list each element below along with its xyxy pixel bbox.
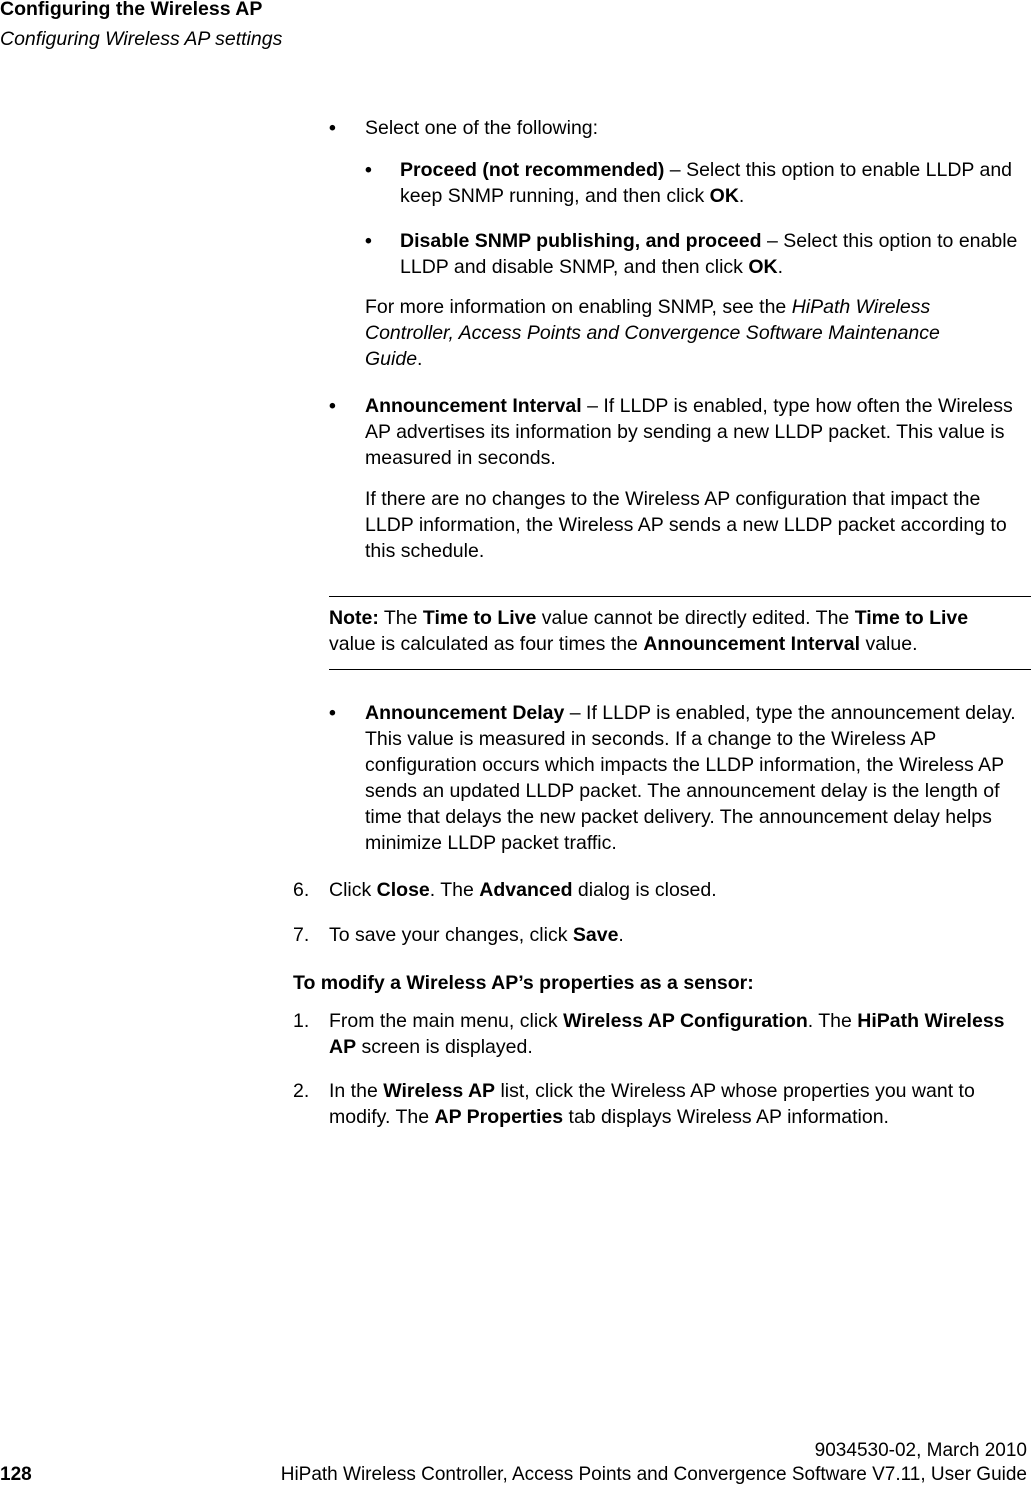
announcement-interval-item: Announcement Interval – If LLDP is enabled, type how often the Wireless AP advertises its information by sending a new LLDP packet. This value is measured in seconds.	[365, 395, 1013, 469]
step-number: 1.	[293, 1010, 310, 1032]
running-header-section: Configuring Wireless AP settings	[0, 28, 283, 50]
step-number: 7.	[293, 924, 310, 946]
sensor-step-1: From the main menu, click Wireless AP Configuration. The HiPath Wireless AP screen is displayed.	[329, 1010, 1005, 1058]
step-7: To save your changes, click Save.	[329, 924, 624, 946]
footer-doc-id: 9034530-02, March 2010	[814, 1440, 1027, 1461]
step-number: 2.	[293, 1080, 310, 1102]
bullet-icon: •	[365, 230, 372, 252]
footer-doc-title: HiPath Wireless Controller, Access Points and Convergence Software V7.11, User Guide	[280, 1464, 1027, 1485]
note-text: Note: The Time to Live value cannot be directly edited. The Time to Live value is calculated as four times the Announcement Interval value.	[329, 607, 969, 655]
snmp-reference: For more information on enabling SNMP, see the HiPath Wireless Controller, Access Points and Convergence Software Maintenance Guide.	[365, 296, 940, 370]
announcement-interval-para: If there are no changes to the Wireless AP configuration that impact the LLDP information, the Wireless AP sends a new LLDP packet according to this schedule.	[365, 488, 1007, 562]
announcement-delay-item: Announcement Delay – If LLDP is enabled, type the announcement delay. This value is measured in seconds. If a change to the Wireless AP configuration occurs which impacts the LLDP information, the Wireless AP sends an updated LLDP packet. The announcement delay is the length of time that delays the new packet delivery. The announcement delay helps minimize LLDP packet traffic.	[365, 702, 1016, 854]
sensor-procedure-heading: To modify a Wireless AP’s properties as a sensor:	[293, 972, 754, 994]
bullet-icon: •	[365, 159, 372, 181]
page-number: 128	[0, 1464, 32, 1485]
step-number: 6.	[293, 879, 310, 901]
step-6: Click Close. The Advanced dialog is closed.	[329, 879, 717, 901]
select-intro: Select one of the following:	[365, 117, 599, 139]
bullet-icon: •	[329, 702, 336, 724]
option-disable-snmp: Disable SNMP publishing, and proceed – Select this option to enable LLDP and disable SNMP, and then click OK.	[400, 230, 1018, 278]
option-proceed: Proceed (not recommended) – Select this option to enable LLDP and keep SNMP running, and then click OK.	[400, 159, 1013, 207]
running-header-chapter: Configuring the Wireless AP	[0, 0, 263, 20]
bullet-icon: •	[329, 117, 336, 139]
bullet-icon: •	[329, 395, 336, 417]
sensor-step-2: In the Wireless AP list, click the Wireless AP whose properties you want to modify. The AP Properties tab displays Wireless AP information.	[329, 1080, 975, 1128]
note-box	[329, 596, 1031, 670]
